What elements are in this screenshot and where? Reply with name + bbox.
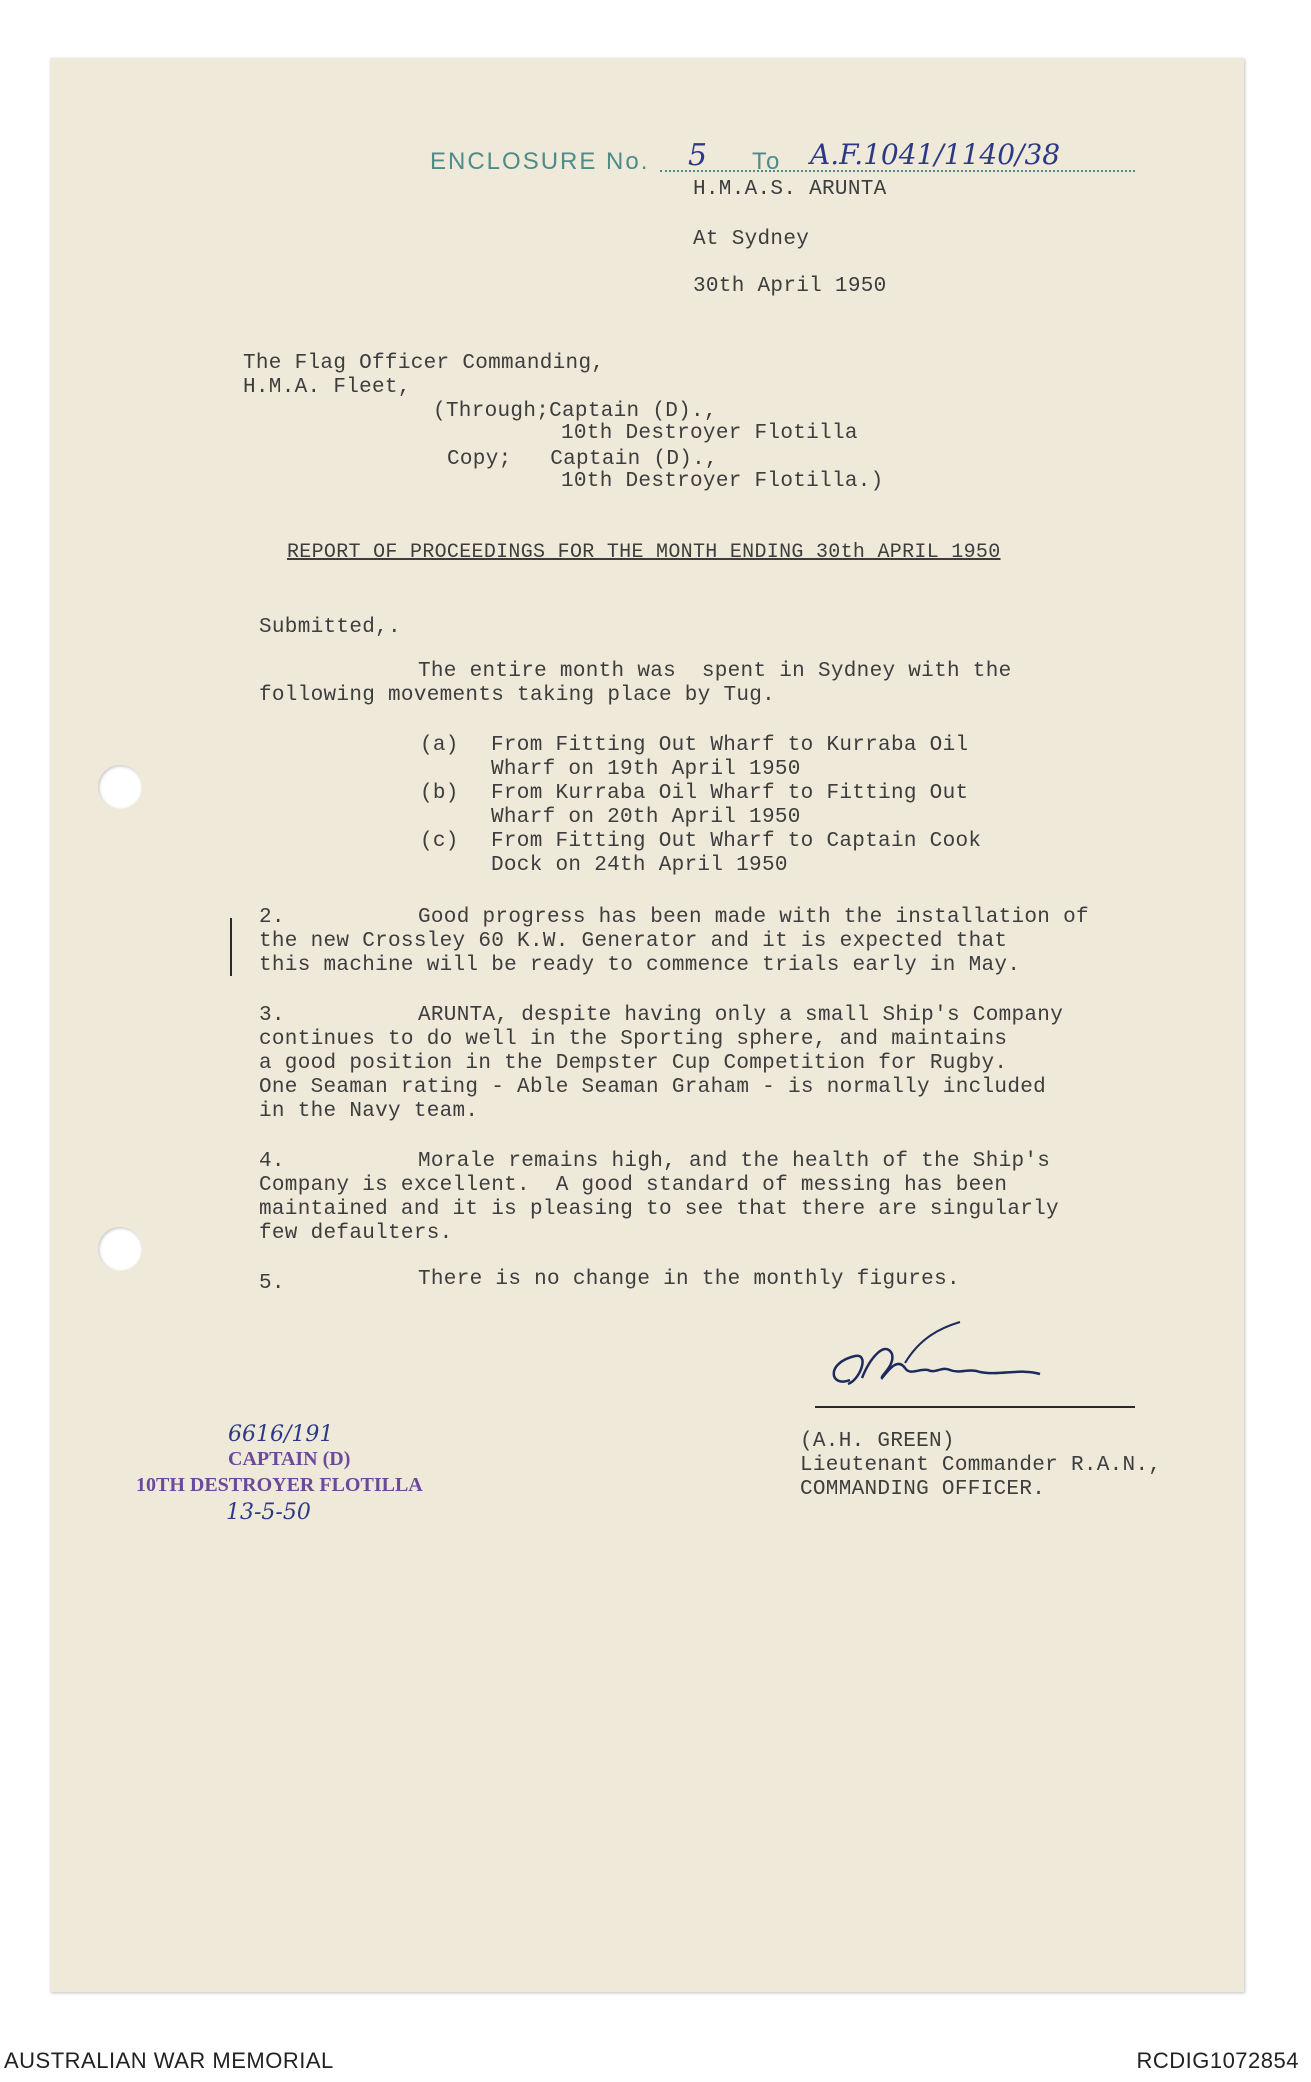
paragraph-number: 3. bbox=[259, 1004, 285, 1027]
paragraph-3-line: ARUNTA, despite having only a small Ship's Company bbox=[418, 1004, 1064, 1027]
paragraph-4-line: Company is excellent. A good standard of messing has been bbox=[259, 1174, 1008, 1197]
addressee-line: 10th Destroyer Flotilla bbox=[561, 422, 858, 445]
movement-line: Dock on 24th April 1950 bbox=[491, 854, 788, 877]
paragraph-4-line: few defaulters. bbox=[259, 1222, 453, 1245]
addressee-line: The Flag Officer Commanding, bbox=[243, 352, 605, 375]
signature-scribble bbox=[810, 1318, 1140, 1408]
received-stamp-line: 10TH DESTROYER FLOTILLA bbox=[136, 1474, 423, 1496]
paragraph-2-line: Good progress has been made with the installation of bbox=[418, 906, 1089, 929]
movement-label: (c) bbox=[420, 830, 459, 853]
movement-line: Wharf on 20th April 1950 bbox=[491, 806, 801, 829]
addressee-line: (Through;Captain (D)., bbox=[433, 400, 717, 423]
file-reference: A.F.1041/1140/38 bbox=[810, 138, 1061, 171]
ship-name: H.M.A.S. ARUNTA bbox=[693, 178, 887, 201]
letter-date: 30th April 1950 bbox=[693, 275, 887, 298]
submitted-line: Submitted,. bbox=[259, 616, 401, 639]
signatory-name: (A.H. GREEN) bbox=[800, 1430, 955, 1453]
paragraph-5-line: There is no change in the monthly figures. bbox=[418, 1268, 960, 1291]
paragraph-3-line: in the Navy team. bbox=[259, 1100, 479, 1123]
stamp-dotted-line bbox=[660, 170, 1135, 172]
received-date: 13-5-50 bbox=[226, 1500, 311, 1525]
paragraph-number: 5. bbox=[259, 1272, 285, 1295]
signatory-role: COMMANDING OFFICER. bbox=[800, 1478, 1046, 1501]
movement-line: From Fitting Out Wharf to Captain Cook bbox=[491, 830, 982, 853]
location: At Sydney bbox=[693, 228, 810, 251]
received-stamp-line: CAPTAIN (D) bbox=[228, 1448, 351, 1470]
margin-mark bbox=[230, 918, 232, 976]
movement-line: Wharf on 19th April 1950 bbox=[491, 758, 801, 781]
addressee-line: 10th Destroyer Flotilla.) bbox=[561, 470, 884, 493]
punch-hole bbox=[98, 1227, 142, 1271]
signatory-rank: Lieutenant Commander R.A.N., bbox=[800, 1454, 1162, 1477]
movement-label: (a) bbox=[420, 734, 459, 757]
paragraph-4-line: Morale remains high, and the health of the Ship's bbox=[418, 1150, 1051, 1173]
paragraph-3-line: continues to do well in the Sporting sphere, and maintains bbox=[259, 1028, 1008, 1051]
paragraph-1-line: following movements taking place by Tug. bbox=[259, 684, 776, 707]
paragraph-3-line: a good position in the Dempster Cup Competition for Rugby. bbox=[259, 1052, 1008, 1075]
enclosure-stamp-label: ENCLOSURE No. bbox=[430, 148, 650, 175]
report-title: REPORT OF PROCEEDINGS FOR THE MONTH ENDING 30th APRIL 1950 bbox=[287, 541, 1001, 564]
paragraph-number: 2. bbox=[259, 906, 285, 929]
paragraph-4-line: maintained and it is pleasing to see that there are singularly bbox=[259, 1198, 1059, 1221]
footer-archive: AUSTRALIAN WAR MEMORIAL bbox=[4, 2048, 334, 2073]
enclosure-number: 5 bbox=[688, 138, 708, 173]
punch-hole bbox=[98, 765, 142, 809]
footer-id: RCDIG1072854 bbox=[1136, 2048, 1299, 2073]
addressee-line: Copy; Captain (D)., bbox=[447, 448, 718, 471]
signature-line bbox=[815, 1406, 1135, 1408]
paragraph-number: 4. bbox=[259, 1150, 285, 1173]
received-ref: 6616/191 bbox=[228, 1422, 334, 1447]
paragraph-2-line: the new Crossley 60 K.W. Generator and it is expected that bbox=[259, 930, 1008, 953]
paragraph-1-line: The entire month was spent in Sydney with the bbox=[418, 660, 1012, 683]
paragraph-2-line: this machine will be ready to commence trials early in May. bbox=[259, 954, 1021, 977]
movement-label: (b) bbox=[420, 782, 459, 805]
addressee-line: H.M.A. Fleet, bbox=[243, 376, 411, 399]
movement-line: From Kurraba Oil Wharf to Fitting Out bbox=[491, 782, 969, 805]
enclosure-stamp-to: To bbox=[752, 148, 782, 175]
paragraph-3-line: One Seaman rating - Able Seaman Graham - is normally included bbox=[259, 1076, 1047, 1099]
movement-line: From Fitting Out Wharf to Kurraba Oil bbox=[491, 734, 969, 757]
